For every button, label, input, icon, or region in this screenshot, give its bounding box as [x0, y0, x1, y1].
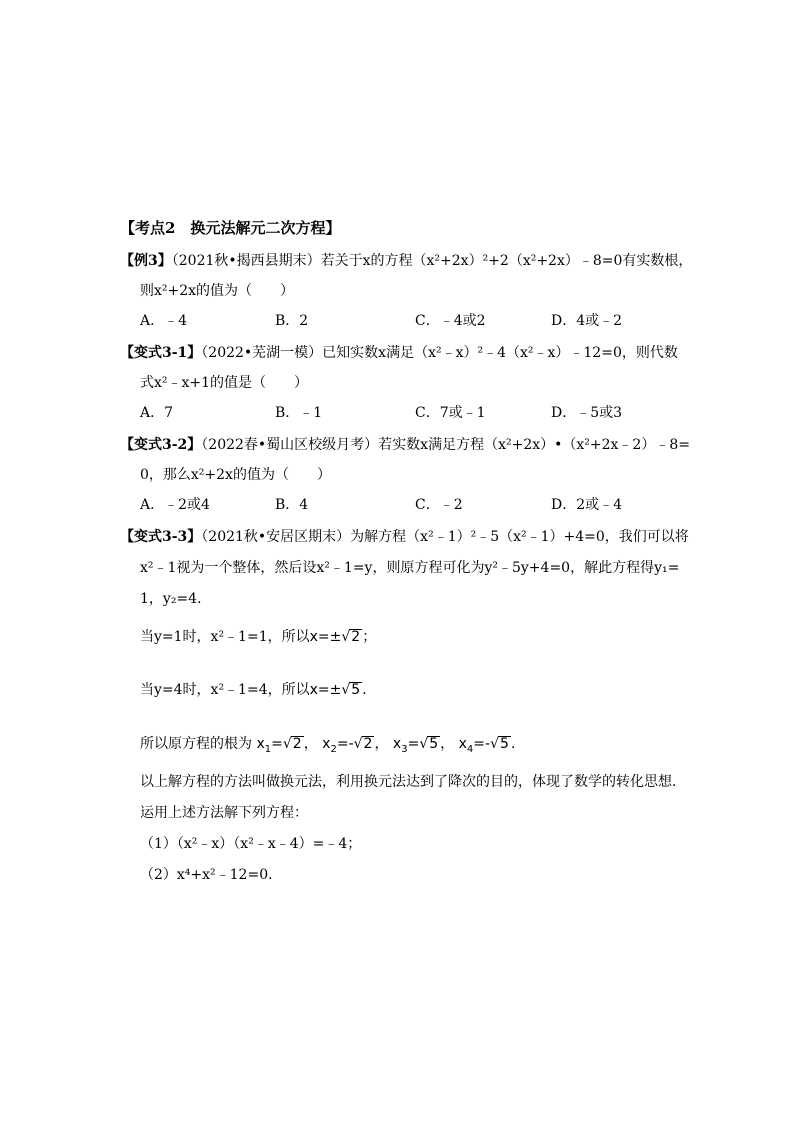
roots-line	[140, 734, 525, 760]
case-y4	[140, 680, 376, 700]
roots-separator: ，	[440, 736, 455, 752]
variant-3-2-option-a: A．﹣2或4	[140, 497, 210, 513]
variant-3-2-option-c: C．﹣2	[415, 497, 463, 513]
example-3-line1	[120, 251, 692, 271]
sqrt-icon: √	[353, 736, 363, 752]
variant-3-1-tag: 【变式3-1】	[120, 345, 202, 361]
example-3-option-d: D．4或﹣2	[551, 313, 623, 329]
sqrt-icon: √	[490, 736, 500, 752]
variant-3-3-tag: 【变式3-3】	[120, 529, 202, 545]
roots-text: 所以原方程的根为	[140, 736, 252, 752]
case-y4-radicand: 5	[351, 682, 361, 698]
roots-end: ．	[510, 736, 525, 752]
case-y1	[140, 627, 376, 647]
root-1: $x_1=√2$	[256, 736, 302, 755]
example-3-option-b: B．2	[275, 313, 309, 329]
example-3-line2: 则x²+2x的值为（ ）	[140, 283, 295, 299]
variant-3-1-option-d: D．﹣5或3	[551, 405, 623, 421]
variant-3-3-line3: 1，y₂=4．	[140, 591, 212, 607]
variant-3-3-line1	[120, 527, 689, 547]
root-2: $x_2=-√2$	[322, 736, 373, 755]
variant-3-2-option-b: B．4	[275, 497, 309, 513]
variant-3-2-line1	[120, 435, 690, 455]
root-3: $x_3=√5$	[392, 736, 439, 755]
case-y1-text: 当y=1时，x²﹣1=1，所以	[140, 629, 310, 645]
variant-3-2-tag: 【变式3-2】	[120, 437, 202, 453]
case-y1-radicand: 2	[351, 629, 361, 645]
section-title: 【考点2 换元法解元二次方程】	[120, 219, 341, 237]
roots-separator: ，	[374, 736, 389, 752]
variant-3-1-line2: 式x²﹣x+1的值是（ ）	[140, 375, 309, 391]
case-y4-end: ．	[362, 682, 377, 698]
sqrt-icon: √	[341, 629, 351, 645]
variant-3-2-line2: 0，那么x²+2x的值为（ ）	[140, 467, 331, 483]
case-y1-end: ；	[362, 629, 377, 645]
summary-text: 以上解方程的方法叫做换元法，利用换元法达到了降次的目的，体现了数学的转化思想．	[140, 774, 686, 790]
case-y4-x: x=±	[309, 682, 342, 698]
variant-3-2-option-d: D．2或﹣4	[551, 497, 623, 513]
variant-3-1-option-c: C．7或﹣1	[415, 405, 486, 421]
case-y4-text: 当y=4时，x²﹣1=4，所以	[140, 682, 310, 698]
variant-3-3-text1: （2021秋•安居区期末）为解方程（x²﹣1）²﹣5（x²﹣1）+4=0，我们可以将	[201, 529, 689, 545]
variant-3-1-option-a: A．7	[140, 405, 174, 421]
example-3-option-c: C．﹣4或2	[415, 313, 486, 329]
variant-3-2-text1: （2022春•蜀山区校级月考）若实数x满足方程（x²+2x）•（x²+2x﹣2）﹣8=	[201, 437, 690, 453]
case-y1-x: x=±	[309, 629, 342, 645]
variant-3-1-line1	[120, 343, 678, 363]
example-3-tag: 【例3】	[120, 253, 172, 269]
sqrt-icon: √	[419, 736, 429, 752]
sqrt-icon: √	[341, 682, 351, 698]
instruction-text: 运用上述方法解下列方程：	[140, 805, 308, 821]
variant-3-3-line2: x²﹣1视为一个整体，然后设x²﹣1=y，则原方程可化为y²﹣5y+4=0，解此方程得y₁=	[140, 560, 680, 576]
roots-separator: ，	[303, 736, 318, 752]
example-3-text1: （2021秋•揭西县期末）若关于x的方程（x²+2x）²+2（x²+2x）﹣8=0有实数根，	[171, 253, 693, 269]
variant-3-1-text1: （2022•芜湖一模）已知实数x满足（x²﹣x）²﹣4（x²﹣x）﹣12=0，则代数	[201, 345, 678, 361]
variant-3-1-option-b: B．﹣1	[275, 405, 323, 421]
sqrt-icon: √	[282, 736, 292, 752]
question-2: （2）x⁴+x²﹣12=0．	[140, 867, 283, 883]
example-3-option-a: A．﹣4	[140, 313, 188, 329]
question-1: （1）（x²﹣x）（x²﹣x﹣4）=﹣4；	[140, 836, 362, 852]
root-4: $x_4=-√5$	[458, 736, 509, 755]
